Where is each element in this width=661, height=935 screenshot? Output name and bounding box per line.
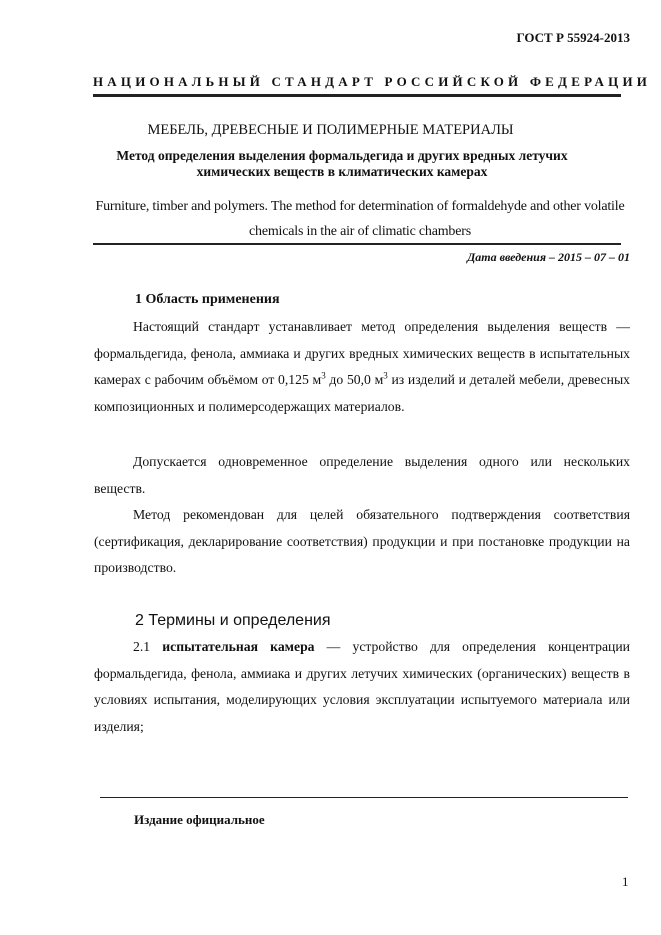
section-1-paragraph-3: Метод рекомендован для целей обязательного подтверждения соответствия (сертификация, декларирование соответствия) продукции и при постановке продукции на производство.	[94, 507, 630, 576]
section-1-paragraph-1: Настоящий стандарт устанавливает метод определения выделения веществ — формальдегида, фенола, аммиака и других вредных химических веществ в испытательных камерах с рабочим объёмом от 0,125 $м^3$ до 50,0 $м^3$ из изделий и деталей мебели, древесных композиционных и полимерсодержащих материалов.	[94, 319, 630, 414]
document-title: МЕБЕЛЬ, ДРЕВЕСНЫЕ И ПОЛИМЕРНЫЕ МАТЕРИАЛЫ	[147, 122, 514, 138]
term-name: испытательная камера	[162, 639, 315, 654]
superscript: 3	[383, 370, 388, 381]
section-2-heading: 2 Термины и определения	[135, 612, 331, 629]
footer-divider	[100, 797, 628, 798]
section-1-heading: 1 Область применения	[135, 292, 280, 307]
introduction-date: Дата введения – 2015 – 07 – 01	[467, 250, 630, 264]
header-divider	[93, 94, 621, 97]
section-2-paragraph-1: 2.1 испытательная камера — устройство для определения концентрации формальдегида, фенола, аммиака и других летучих химических (органических) веществ в условиях испытания, моделирующих условия эксплуатации испытуемого материала или изделия;	[94, 639, 630, 734]
section-1-paragraph-2: Допускается одновременное определение выделения одного или нескольких веществ.	[94, 454, 630, 496]
gost-code: ГОСТ Р 55924-2013	[516, 30, 630, 45]
document-subtitle: Метод определения выделения формальдегида и других вредных летучих химических веществ в климатических камерах	[116, 148, 568, 179]
page-number: 1	[622, 874, 629, 889]
national-standard-heading: НАЦИОНАЛЬНЫЙ СТАНДАРТ РОССИЙСКОЙ ФЕДЕРАЦИИ	[93, 74, 652, 89]
document-title-english: Furniture, timber and polymers. The method for determination of formaldehyde and other volatile chemicals in the air of climatic chambers	[95, 199, 625, 239]
official-edition-label: Издание официальное	[134, 812, 265, 827]
title-divider	[93, 243, 621, 245]
superscript: 3	[321, 370, 326, 381]
